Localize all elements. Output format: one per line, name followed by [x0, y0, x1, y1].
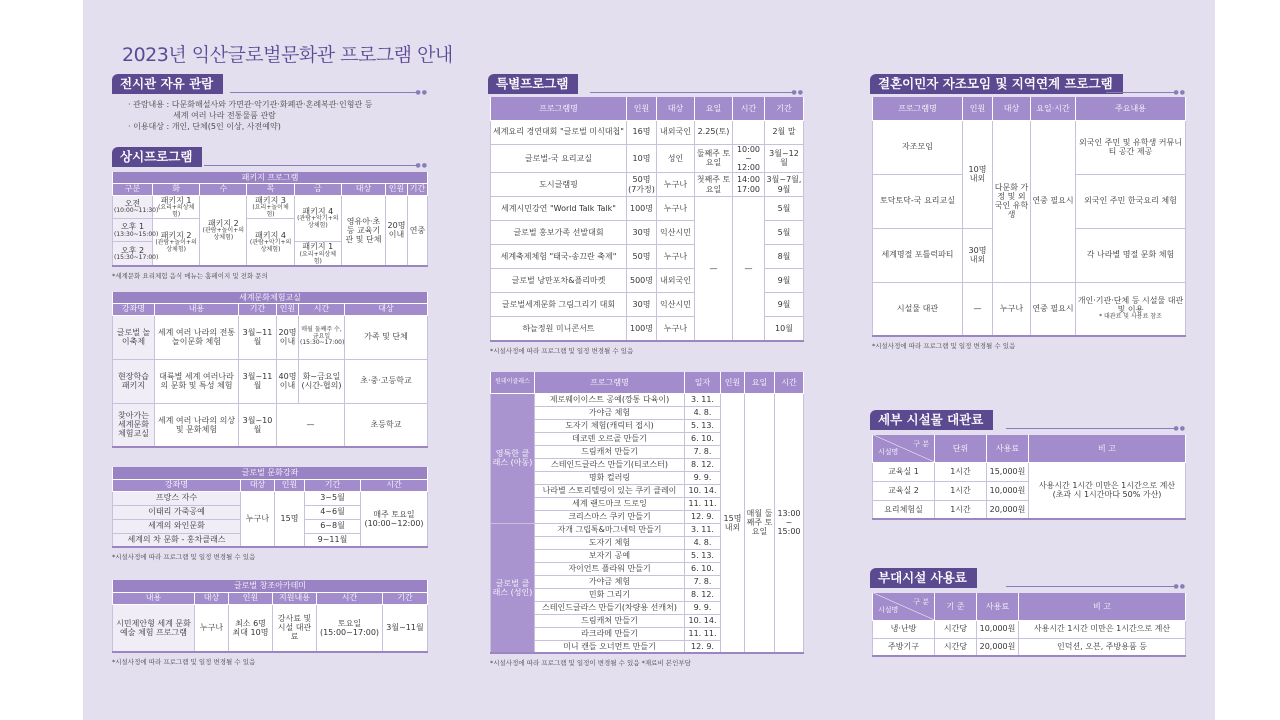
content-cell: 외국인 주민 한국요리 체험 [1076, 174, 1186, 228]
dots-icon: ●● [1173, 89, 1186, 96]
col-header: 강좌명 [113, 479, 241, 491]
period-cell: 5월 [765, 197, 804, 221]
target-cell: 다문화 가정 및 외국인 유학생 [993, 120, 1031, 282]
dots-icon: ●● [1173, 425, 1186, 432]
count-cell: 30명 내외 [963, 228, 993, 282]
count-cell: 30명 [627, 221, 657, 245]
academy-table [112, 580, 428, 653]
section-special [488, 74, 804, 94]
date-cell: 10. 14. [685, 484, 721, 497]
marriage-table-block [872, 97, 1186, 350]
lecture-name: 세계의 차 문화 - 홍차클래스 [113, 533, 241, 547]
target-cell: 누구나 [993, 282, 1031, 336]
program-name: 도자기 체험(캐릭터 접시) [535, 419, 685, 432]
date-cell: 6. 10. [685, 562, 721, 575]
section-marriage [870, 74, 1186, 94]
col-header: 내용 [113, 592, 195, 604]
count-cell: 100명 [627, 317, 657, 341]
dots-icon: ●● [791, 89, 804, 96]
program-name: 글로벌-국 요리교실 [491, 144, 627, 173]
section-title: 세부 시설물 대관료 [870, 410, 993, 430]
col-header: 프로그램명 [535, 372, 685, 393]
target-cell: 누구나 [657, 173, 695, 197]
date-cell: 8. 12. [685, 458, 721, 471]
table-note: *시설사정에 따라 프로그램 및 일정이 변경될 수 있음 *재료비 본인부담 [490, 659, 691, 667]
lecture-name: 이태리 가죽공예 [113, 505, 241, 519]
class-group: 영특한 클래스 (아동) [491, 393, 535, 523]
section-title: 특별프로그램 [488, 74, 578, 94]
count-cell: — [963, 282, 993, 336]
col-header: 요일 [695, 97, 733, 120]
program-name: 명화 컬러링 [535, 471, 685, 484]
table-caption: 글로벌 창조아카데미 [113, 580, 428, 592]
col-header: 인원 [627, 97, 657, 120]
package-cell: 패키지 2 (관람+놀이+의상체험) [200, 195, 247, 266]
remark-cell: 사용시간 1시간 미만은 1시간으로 계산 (초과 시 1시간마다 50% 가산) [1029, 462, 1186, 519]
col-header: 화 [153, 183, 200, 195]
col-header: 사용료 [977, 593, 1019, 620]
date-cell: 6. 10. [685, 432, 721, 445]
program-name: 자이언트 플라워 만들기 [535, 562, 685, 575]
marriage-table [872, 97, 1186, 337]
date-cell: 5. 13. [685, 419, 721, 432]
col-header: 수 [200, 183, 247, 195]
table-row: 요리체험실 1시간 20,000원 [873, 500, 1186, 519]
col-header: 인원 [963, 97, 993, 120]
table-row: 교육실 1 1시간 15,000원 사용시간 1시간 미만은 1시간으로 계산 (초과 시 1시간마다 50% 가산) [873, 462, 1186, 481]
program-name: 글로벌세계문화 그림그리기 대회 [491, 293, 627, 317]
program-name: 스테인드글라스 만들기(차량용 선캐처) [535, 601, 685, 614]
time-cell [733, 120, 765, 144]
day-cell: 매월 둘째주 토요일 [745, 393, 775, 653]
program-name: 가야금 체험 [535, 575, 685, 588]
col-header: 대상 [657, 97, 695, 120]
col-header: 구분 [113, 183, 153, 195]
count-cell: 20명 이내 [385, 195, 407, 266]
section-accessory [870, 568, 1186, 588]
oneday-table [490, 372, 804, 654]
target-cell: 누구나 [241, 491, 275, 547]
col-header: 기 준 [935, 593, 977, 620]
table-row: 찾아가는 세계문화 체험교실 세계 여러 나라의 의상 및 문화체험 3월~10월 — 초등학교 [113, 403, 428, 447]
col-header: 시간 [775, 372, 804, 393]
col-header: 인원 [721, 372, 745, 393]
time-slot: 오전 (10:00~11:30) [113, 195, 153, 219]
col-header: 대상 [241, 479, 275, 491]
content-cell: 외국인 주민 및 유학생 커뮤니티 공간 제공 [1076, 120, 1186, 174]
col-header: 원데이클래스 [491, 372, 535, 393]
lecture-table [112, 467, 428, 548]
col-header: 주요내용 [1076, 97, 1186, 120]
count-cell: 15명 [275, 491, 305, 547]
table-row [491, 197, 804, 221]
day-cell: 둘째주 토요일 [695, 144, 733, 173]
day-cell: — [695, 197, 733, 341]
table-row: 현장학습 패키지 대륙별 세계 여러나라의 문화 및 특성 체험 3월~11월 40명 이내 화~금요일 (시간-협의) 초·중·고등학교 [113, 359, 428, 403]
col-header: 기간 [407, 183, 427, 195]
date-cell: 5. 13. [685, 549, 721, 562]
col-header: 대상 [993, 97, 1031, 120]
package-cell: 패키지 2 (관람+놀이+의상체험) [153, 219, 200, 266]
program-name: 스테인드글라스 만들기(티코스터) [535, 458, 685, 471]
program-name: 나라별 스토리텔링이 있는 쿠키 클레이 [535, 484, 685, 497]
special-table-block [490, 97, 804, 355]
col-header: 일자 [685, 372, 721, 393]
date-cell: 10. 14. [685, 614, 721, 627]
section-facility [870, 410, 1186, 430]
date-cell: 12. 9. [685, 640, 721, 653]
period-cell: 5월 [765, 221, 804, 245]
table-row [491, 173, 804, 197]
date-cell: 3. 11. [685, 393, 721, 406]
count-cell: 30명 [627, 293, 657, 317]
program-name: 자조모임 [873, 120, 963, 174]
date-cell: 7. 8. [685, 575, 721, 588]
period-cell: 6~8월 [305, 519, 361, 533]
date-cell: 9. 9. [685, 471, 721, 484]
program-name: 글로벌 낭만포차&플리마켓 [491, 269, 627, 293]
col-header: 대상 [341, 183, 385, 195]
program-name: 라크라메 만들기 [535, 627, 685, 640]
dots-icon: ●● [415, 89, 428, 96]
col-header: 요일·시간 [1031, 97, 1076, 120]
col-header: 대상 [195, 592, 229, 604]
facility-table [872, 435, 1186, 520]
package-cell: 패키지 4 (관람+악기+의상체험) [247, 219, 294, 266]
col-header: 비 고 [1019, 593, 1186, 620]
count-cell: 100명 [627, 197, 657, 221]
program-name: 도시글램핑 [491, 173, 627, 197]
period-cell: 9~11월 [305, 533, 361, 547]
table-note: *시설사정에 따라 프로그램 및 일정 변경될 수 있음 [872, 342, 1016, 350]
program-name: 세계 랜드마크 드로잉 [535, 497, 685, 510]
count-cell: 50명 (7가정) [627, 173, 657, 197]
accessory-table-block [872, 593, 1186, 657]
table-row: 시민제안형 세계 문화 예술 체험 프로그램 누구나 최소 6명 최대 10명 강사료 및 시설 대관료 토요일 (15:00~17:00) 3월~11월 [113, 604, 428, 652]
target-cell: 누구나 [657, 197, 695, 221]
col-header: 목 [247, 183, 294, 195]
target-cell: 누구나 [657, 317, 695, 341]
date-cell: 4. 8. [685, 536, 721, 549]
package-cell: 패키지 1 (요리+의상체험) [294, 242, 341, 266]
count-cell: 10명 내외 [963, 120, 993, 228]
col-header: 기간 [765, 97, 804, 120]
info-line: 세계 여러 나라 전통물품 관람 [173, 111, 276, 120]
col-header: 기간 [383, 592, 428, 604]
table-caption: 패키지 프로그램 [113, 172, 428, 183]
day-cell: 첫째주 토요일 [695, 173, 733, 197]
package-table-block [112, 172, 428, 280]
table-row [491, 393, 804, 406]
col-header: 비 고 [1029, 435, 1186, 462]
package-table [112, 172, 428, 267]
day-cell: 2.25(토) [695, 120, 733, 144]
col-header: 시간 [299, 303, 345, 315]
period-cell: 연중 [407, 195, 427, 266]
section-free-viewing [112, 74, 428, 94]
time-cell: — [733, 197, 765, 341]
table-note: *시설사정에 따라 프로그램 및 일정 변경될 수 있음 [490, 346, 634, 355]
col-header: 인원 [275, 479, 305, 491]
target-cell: 영유아·초등 교육기관 및 단체 [341, 195, 385, 266]
program-name: 자개 그립톡&마그네틱 만들기 [535, 523, 685, 536]
program-name: 도자기 체험 [535, 536, 685, 549]
package-cell: 패키지 1 (요리+의상체험) [153, 195, 200, 219]
date-cell: 4. 8. [685, 406, 721, 419]
corner-header: 구 분 시설명 [873, 593, 935, 620]
col-header: 기간 [305, 479, 361, 491]
date-cell: 7. 8. [685, 445, 721, 458]
program-name: 세계축제체험 "태국-송끄란 축제" [491, 245, 627, 269]
program-name: 미니 캔들 오너먼트 만들기 [535, 640, 685, 653]
period-cell: 9월 [765, 293, 804, 317]
target-cell: 내외국인 [657, 269, 695, 293]
free-viewing-info [128, 99, 373, 132]
time-cell: 연중 필요시 [1031, 282, 1076, 336]
section-regular [112, 147, 428, 167]
date-cell: 9. 9. [685, 601, 721, 614]
section-title: 상시프로그램 [112, 147, 202, 167]
table-row: 냉·난방 시간당 10,000원 사용시간 1시간 미만은 1시간으로 계산 [873, 620, 1186, 638]
col-header: 시간 [361, 479, 428, 491]
info-line: · 이용대상 : 개인, 단체(5인 이상, 사전예약) [128, 122, 281, 131]
experience-table-block [112, 292, 428, 448]
oneday-table-block [490, 372, 804, 667]
program-name: 가야금 체험 [535, 406, 685, 419]
col-header: 시간 [733, 97, 765, 120]
program-name: 보자기 공예 [535, 549, 685, 562]
period-cell: 9월 [765, 269, 804, 293]
col-header: 요일 [745, 372, 775, 393]
col-header: 프로그램명 [491, 97, 627, 120]
table-note: *세계문화 요리체험 음식 메뉴는 홈페이지 및 전화 문의 [112, 272, 268, 281]
target-cell: 익산시민 [657, 293, 695, 317]
date-cell: 11. 11. [685, 497, 721, 510]
table-row: 글로벌 놀이축제 세계 여러 나라의 전통 놀이문화 체험 3월~11월 20명 이내 매월 둘째주 수, 금요일 (15:30~17:00) 가족 및 단체 [113, 315, 428, 359]
count-cell: 15명 내외 [721, 393, 745, 653]
col-header: 내용 [155, 303, 239, 315]
date-cell: 3. 11. [685, 523, 721, 536]
section-title: 전시관 자유 관람 [112, 74, 223, 94]
col-header: 금 [294, 183, 341, 195]
section-title: 부대시설 사용료 [870, 568, 977, 588]
target-cell: 성인 [657, 144, 695, 173]
count-cell: 50명 [627, 245, 657, 269]
program-name: 드림캐처 만들기 [535, 445, 685, 458]
col-header: 인원 [229, 592, 273, 604]
time-cell: 연중 필요시 [1031, 120, 1076, 282]
period-cell: 3~5월 [305, 491, 361, 505]
table-row: 교육실 2 1시간 10,000원 [873, 481, 1186, 500]
program-name: 데코덴 오르골 만들기 [535, 432, 685, 445]
date-cell: 12. 9. [685, 510, 721, 523]
dots-icon: ●● [415, 162, 428, 169]
lecture-name: 세계의 와인문화 [113, 519, 241, 533]
period-cell: 10월 [765, 317, 804, 341]
target-cell: 내외국인 [657, 120, 695, 144]
section-title: 결혼이민자 자조모임 및 지역연계 프로그램 [870, 74, 1123, 94]
content-cell: 각 나라별 명절 문화 체험 [1076, 228, 1186, 282]
program-name: 글로벌 홍보가족 선발대회 [491, 221, 627, 245]
table-note: *시설사정에 따라 프로그램 및 일정 변경될 수 있음 [112, 553, 256, 561]
time-cell: 14:00 17:00 [733, 173, 765, 197]
period-cell: 3월~12월 [765, 144, 804, 173]
program-name: 시설물 대관 [873, 282, 963, 336]
count-cell: 16명 [627, 120, 657, 144]
package-cell: 패키지 4 (관람+악기+의상체험) [294, 195, 341, 242]
count-cell: 10명 [627, 144, 657, 173]
period-cell: 2월 말 [765, 120, 804, 144]
col-header: 강좌명 [113, 303, 155, 315]
program-name: 드림캐쳐 만들기 [535, 614, 685, 627]
academy-table-block [112, 580, 428, 666]
program-name: 세계시민강연 "World Talk Talk" [491, 197, 627, 221]
program-name: 토닥토닥-국 요리교실 [873, 174, 963, 228]
date-cell: 11. 11. [685, 627, 721, 640]
table-caption: 세계문화체험교실 [113, 292, 428, 303]
col-header: 인원 [385, 183, 407, 195]
time-slot: 오후 1 (13:30~15:00) [113, 219, 153, 242]
table-row [491, 144, 804, 173]
date-cell: 8. 12. [685, 588, 721, 601]
program-name: 크리스마스 쿠키 만들기 [535, 510, 685, 523]
target-cell: 익산시민 [657, 221, 695, 245]
program-name: 제로웨이이스트 공예(깡통 다육이) [535, 393, 685, 406]
program-name: 하늘정원 미니콘서트 [491, 317, 627, 341]
dots-icon: ●● [1173, 583, 1186, 590]
col-header: 사용료 [987, 435, 1029, 462]
table-caption: 글로벌 문화강좌 [113, 467, 428, 479]
table-note: *시설사정에 따라 프로그램 및 일정 변경될 수 있음 [112, 658, 256, 666]
package-cell: 패키지 3 (요리+놀이체험) [247, 195, 294, 219]
content-cell: 개인·기관·단체 등 시설물 대관 및 이용 * 대관료 및 사용료 참조 [1076, 282, 1186, 336]
table-row: 주방기구 시간당 20,000원 인덕션, 오븐, 주방용품 등 [873, 638, 1186, 656]
count-cell: 500명 [627, 269, 657, 293]
program-name: 세계요리 경연대회 "글로벌 미식대첩" [491, 120, 627, 144]
program-name: 세계명절 포틀럭파티 [873, 228, 963, 282]
period-cell: 3월~7월, 9월 [765, 173, 804, 197]
target-cell: 누구나 [657, 245, 695, 269]
col-header: 지원내용 [273, 592, 317, 604]
facility-table-block [872, 435, 1186, 520]
experience-table [112, 292, 428, 448]
table-row [491, 120, 804, 144]
lecture-table-block [112, 467, 428, 561]
col-header: 프로그램명 [873, 97, 963, 120]
col-header: 기간 [239, 303, 277, 315]
col-header: 단위 [935, 435, 987, 462]
period-cell: 8월 [765, 245, 804, 269]
accessory-table [872, 593, 1186, 657]
lecture-name: 프랑스 자수 [113, 491, 241, 505]
time-slot: 오후 2 (15:30~17:00) [113, 242, 153, 266]
info-line: · 관람내용 : 다문화해설사와 가면관·악기관·화폐관·혼례복관·인형관 등 [128, 100, 373, 109]
class-group: 글로벌 클래스 (성인) [491, 523, 535, 653]
period-cell: 4~6월 [305, 505, 361, 519]
special-table [490, 97, 804, 342]
program-name: 민화 그리기 [535, 588, 685, 601]
page-title: 2023년 익산글로벌문화관 프로그램 안내 [122, 44, 453, 66]
corner-header: 구 분 시설명 [873, 435, 935, 462]
time-cell: 13:00 ~ 15:00 [775, 393, 804, 653]
col-header: 시간 [317, 592, 383, 604]
col-header: 대상 [345, 303, 428, 315]
col-header: 인원 [277, 303, 299, 315]
time-cell: 10:00 ~ 12:00 [733, 144, 765, 173]
time-cell: 매주 토요일 (10:00~12:00) [361, 491, 428, 547]
